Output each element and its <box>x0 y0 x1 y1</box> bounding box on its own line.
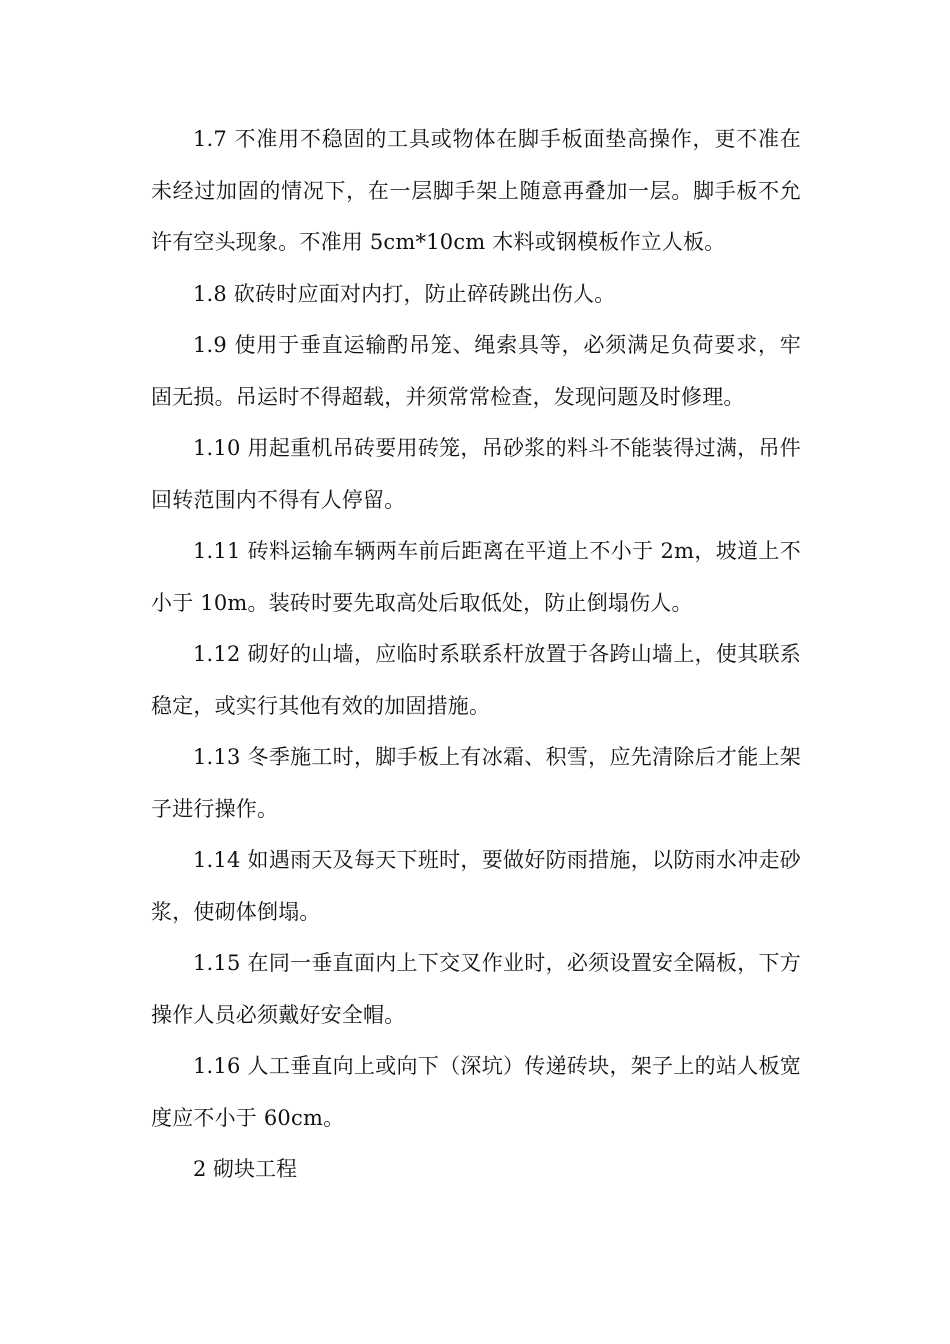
paragraph-1-9: 1.9 使用于垂直运输酌吊笼、绳索具等，必须满足负荷要求，牢固无损。吊运时不得超载，并须常常检查，发现问题及时修理。 <box>151 333 801 409</box>
document-body <box>151 114 801 1196</box>
paragraph-1-12: 1.12 砌好的山墙，应临时系联系杆放置于各跨山墙上，使其联系稳定，或实行其他有效的加固措施。 <box>151 642 801 718</box>
paragraph-1-15: 1.15 在同一垂直面内上下交叉作业时，必须设置安全隔板，下方操作人员必须戴好安全帽。 <box>151 951 801 1027</box>
paragraph-1-13: 1.13 冬季施工时，脚手板上有冰霜、积雪，应先清除后才能上架子进行操作。 <box>151 745 801 821</box>
paragraph-1-10: 1.10 用起重机吊砖要用砖笼，吊砂浆的料斗不能装得过满，吊件回转范围内不得有人停留。 <box>151 436 801 512</box>
paragraph-1-16: 1.16 人工垂直向上或向下（深坑）传递砖块，架子上的站人板宽度应不小于 60cm。 <box>151 1054 801 1130</box>
paragraph-1-14: 1.14 如遇雨天及每天下班时，要做好防雨措施，以防雨水冲走砂浆，使砌体倒塌。 <box>151 848 801 924</box>
paragraph-1-7: 1.7 不准用不稳固的工具或物体在脚手板面垫高操作，更不准在未经过加固的情况下，在一层脚手架上随意再叠加一层。脚手板不允许有空头现象。不准用 5cm*10cm 木料或钢模板作立人板。 <box>151 127 801 254</box>
paragraph-1-11: 1.11 砖料运输车辆两车前后距离在平道上不小于 2m，坡道上不小于 10m。装砖时要先取高处后取低处，防止倒塌伤人。 <box>151 539 801 615</box>
paragraph-1-8: 1.8 砍砖时应面对内打，防止碎砖跳出伤人。 <box>193 281 616 306</box>
section-heading: 2 砌块工程 <box>193 1157 298 1181</box>
